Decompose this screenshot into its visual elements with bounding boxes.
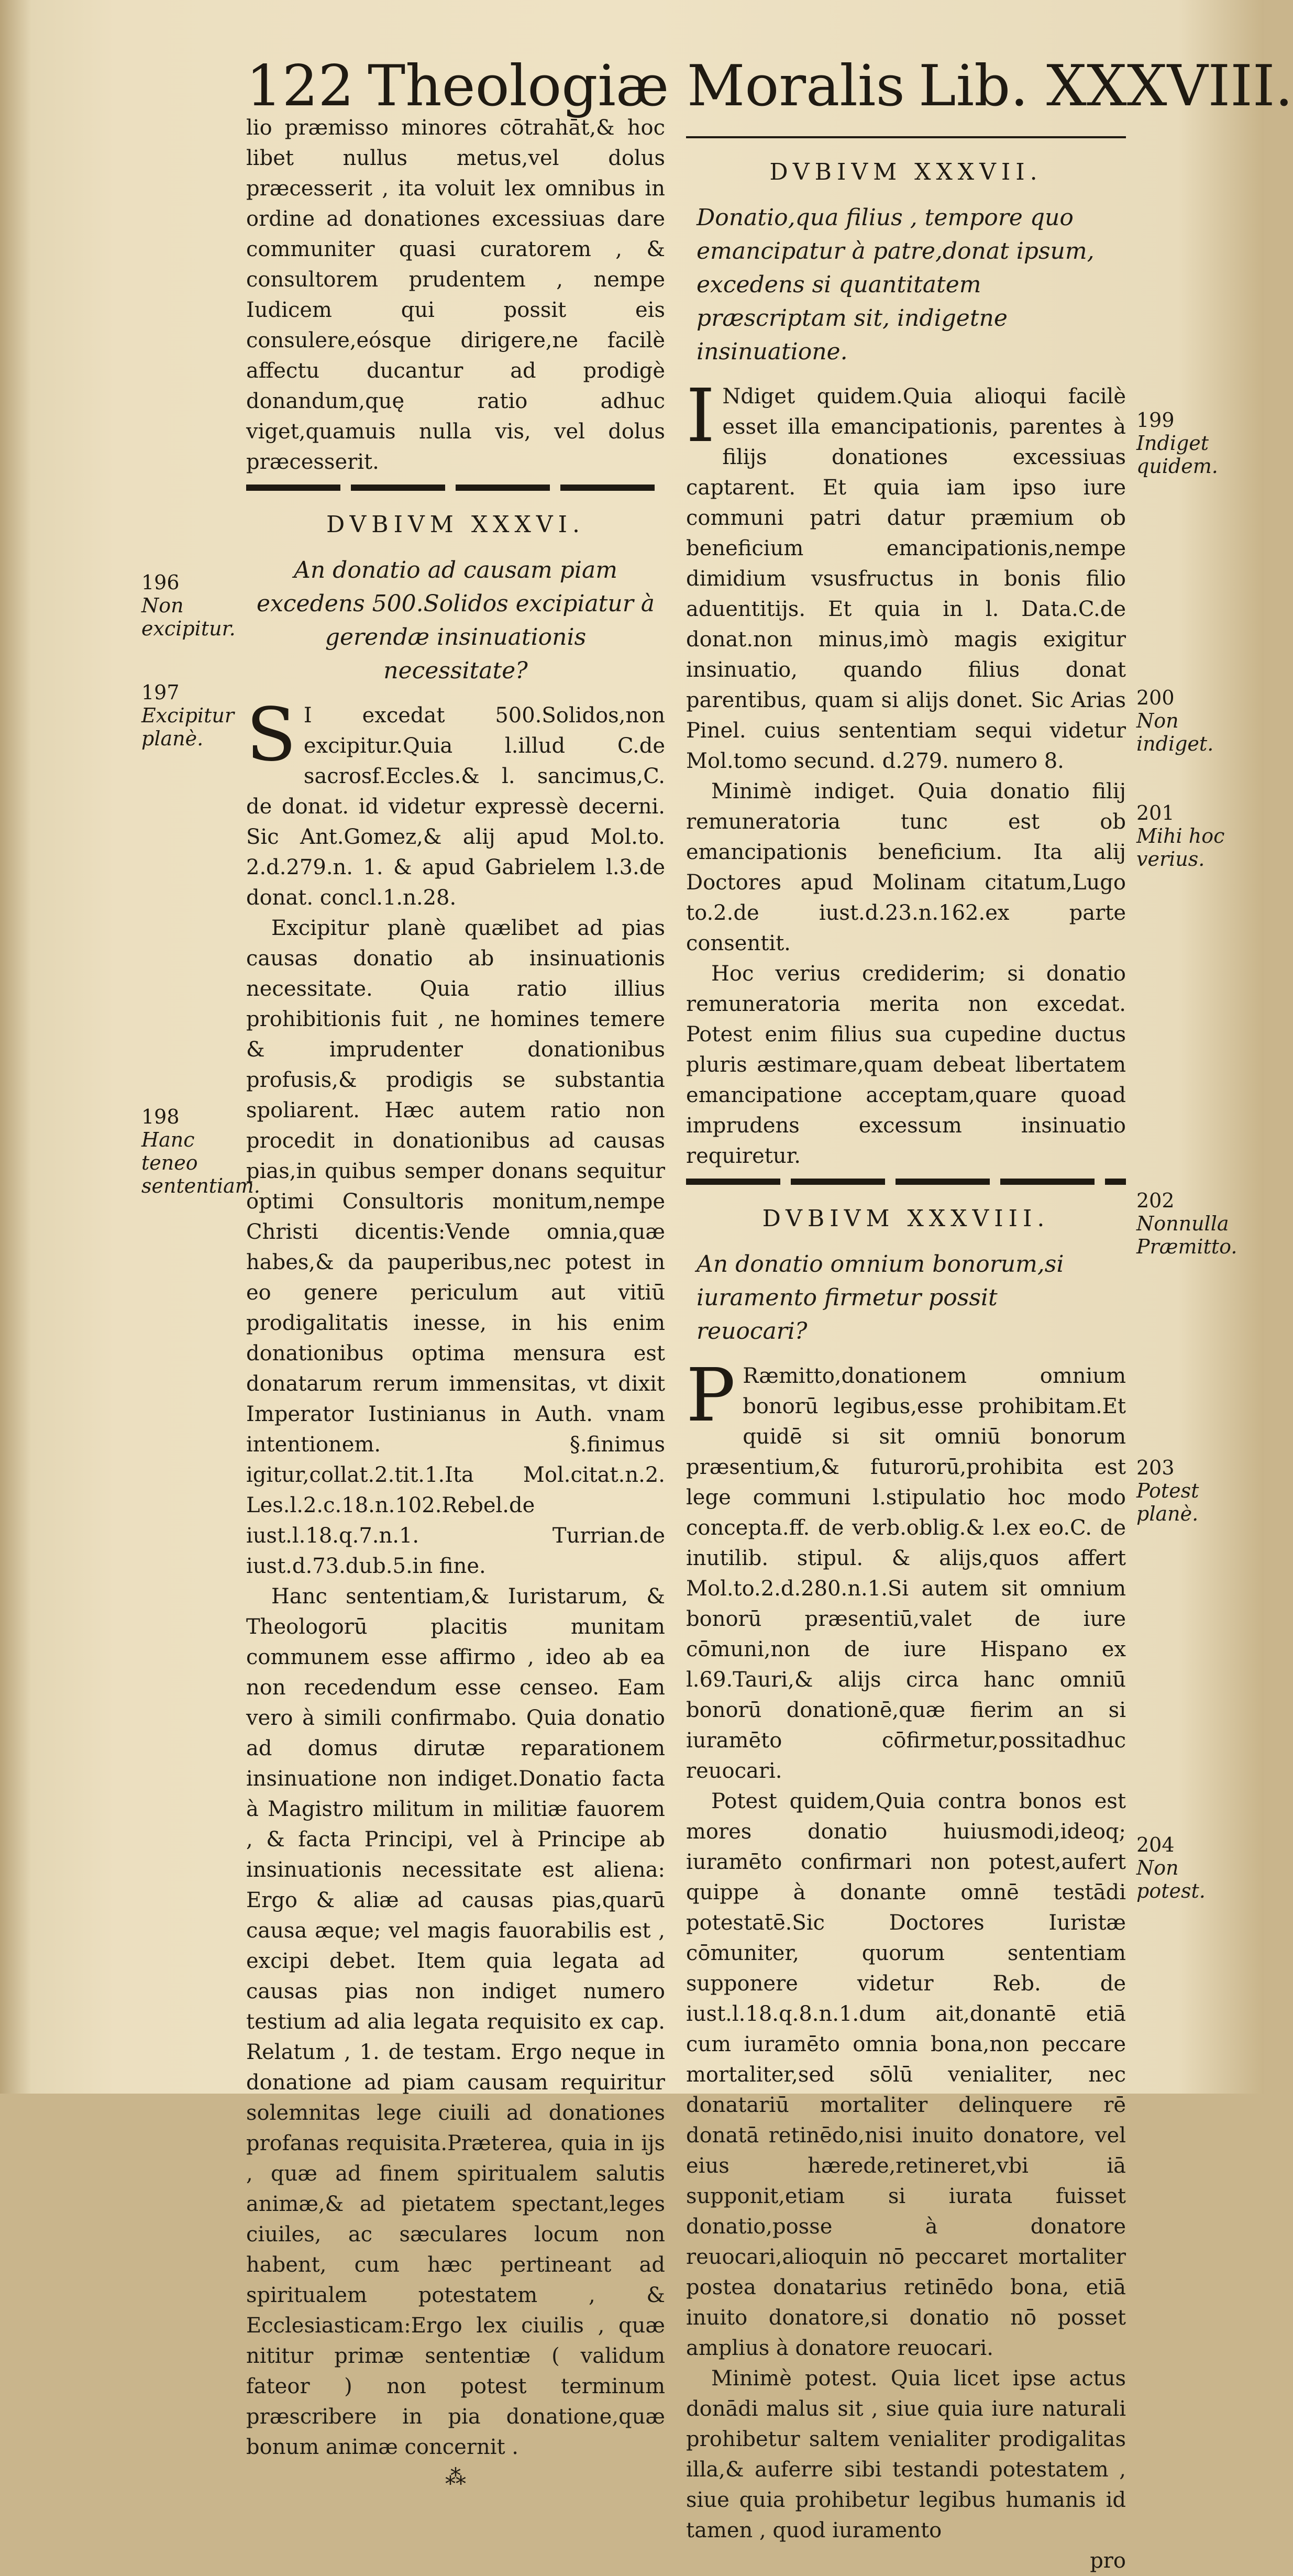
margin-note-number: 198 xyxy=(141,1105,180,1128)
margin-note xyxy=(141,681,246,750)
section-rule xyxy=(686,1179,1126,1185)
body-paragraph: Potest quidem,Quia contra bonos est mores donatio huiusmodi,ideoq; iuramēto confirmari non potest,aufert quippe à donante omnē testādi potestatē.Sic Doctores Iuristæ cōmuniter, quorum sententiam supponere videtur Reb. de iust.l.18.q.8.n.1.dum ait,donantē etiā cum iuramēto omnia bona,non peccare mortaliter,sed sōlū venialiter, nec donatariū mortaliter delinquere rē donatā retinēdo,nisi inuito donatore, vel eius hærede,retineret,vbi iā supponit,etiam si iurata fuisset donatio,posse à donatore reuocari,alioquin nō peccaret mortaliter postea donatarius retinēdo bona, etiā inuito donatore,si donatio nō posset amplius à donatore reuocari. xyxy=(686,1789,1126,2360)
continuation-paragraph: lio præmisso minores cōtrahāt,& hoc libet nullus metus,vel dolus præcesserit , ita voluit lex omnibus in ordine ad donationes excessiuas dare communiter quasi curatorem , & consultorem prudentem , nempe Iudicem qui possit eis consulere,eósque dirigere,ne facilè affectu ducantur ad prodigè donandum,quę ratio adhuc viget,quamuis nulla vis, vel dolus præcesserit. xyxy=(246,116,665,474)
running-title: Theologiæ Moralis xyxy=(368,53,905,119)
body-paragraph xyxy=(246,692,665,913)
margin-note-number: 202 xyxy=(1136,1189,1175,1212)
body-paragraph: Hanc sententiam,& Iuristarum, & Theologorū placitis munitam communem esse affirmo , ideo ab ea non recedendum esse censeo. Eam vero à simili confirmabo. Quia donatio ad domus dirutæ reparationem insinuatione non indiget.Donatio facta à Magistro militum in militiæ fauorem , & facta Principi, vel à Principe ab insinuationis necessitate est aliena: Ergo & aliæ ad causas pias,quarū causa æque; vel magis fauorabilis est , excipi debet. Item quia legata ad causas pias non indiget numero testium ad alia legata requisito ex cap. Relatum , 1. de testam. Ergo neque in donatione ad piam causam requiritur solemnitas lege ciuili ad donationes profanas requisita.Præterea, quia in ijs , quæ ad finem spiritualem salutis animæ,& ad pietatem spectant,leges ciuiles, ac sæculares locum non habent, cum hæc pertineant ad spiritualem potestatem , & Ecclesiasticam:Ergo lex ciuilis , quæ nititur primæ sententiæ ( validum fateor ) non potest terminum præscribere in pia donatione,quæ bonum animæ concernit . xyxy=(246,1584,665,2459)
margin-note-number: 199 xyxy=(1136,409,1175,432)
dubium-question: An donatio omnium bonorum,si iuramento firmetur possit reuocari? xyxy=(697,1251,1064,1345)
section-rule xyxy=(686,136,1126,138)
dubium-heading: DVBIVM XXXVI. xyxy=(326,511,585,538)
margin-note xyxy=(1136,801,1252,871)
section-rule xyxy=(246,485,665,491)
margin-note-text: Non potest. xyxy=(1136,1856,1206,1902)
fleuron-ornament: ⁂ xyxy=(445,2465,466,2490)
running-head xyxy=(246,52,1293,120)
margin-note xyxy=(1136,409,1252,478)
paragraph-text: Ndiget quidem.Quia alioqui facilè esset illa emancipationis, parentes à filijs donationes excessiuas captarent. Et quia iam ipso iure communi patri datur præmium ob beneficium emancipationis,nempe dimidium vsusfructus in bonis filio aduentitijs. Et quia in l. Data.C.de donat.non minus,imò magis exigitur insinuatio, quando filius donat parentibus, quam si alijs donet. Sic Arias Pinel. cuius sententiam sequi videtur Mol.tomo secund. d.279. numero 8. xyxy=(686,384,1126,773)
drop-capital: P xyxy=(686,1353,736,1438)
body-paragraph: Minimè potest. Quia licet ipse actus donādi malus sit , siue quia iure naturali prohibetur saltem venialiter prodigalitas illa,& auferre sibi testandi potestatem , siue quia prohibetur legibus humanis id tamen , quod iuramento xyxy=(686,2366,1126,2542)
catchword: pro xyxy=(1090,2549,1126,2573)
right-column xyxy=(686,136,1126,2576)
margin-note-number: 201 xyxy=(1136,801,1175,824)
left-column xyxy=(246,113,665,2493)
margin-note-number: 203 xyxy=(1136,1456,1175,1479)
body-paragraph: Hoc verius crediderim; si donatio remuneratoria merita non excedat. Potest enim filius sua cupedine ductus pluris æstimare,quam debeat libertatem emancipatione acceptam,quare quoad imprudens excessum insinuatio requiretur. xyxy=(686,962,1126,1168)
margin-note-number: 197 xyxy=(141,681,180,704)
margin-note-text: Nonnulla Præmitto. xyxy=(1136,1212,1237,1258)
body-paragraph xyxy=(686,1353,1126,1786)
dubium-heading: DVBIVM XXXVII. xyxy=(769,159,1043,185)
dubium-question: Donatio,qua filius , tempore quo emancipatur à patre,donat ipsum, excedens si quantitatem præscriptam sit, indigetne insinuatione. xyxy=(697,204,1095,365)
margin-note-text: Indiget quidem. xyxy=(1136,432,1218,478)
paragraph-text: Ræmitto,donationem omnium bonorū legibus,esse prohibitam.Et quidē si sit omniū bonorum præsentium,& futurorū,prohibita est lege communi l.stipulatio hoc modo concepta.ff. de verb.oblig.& l.ex eo.C. de inutilib. stipul. & alijs,quos affert Mol.to.2.d.280.n.1.Si autem sit omnium bonorū præsentiū,valet de iure cōmuni,non de iure Hispano ex l.69.Tauri,& alijs circa hanc omniū bonorū donationē,quæ fierim an si iuramēto cōfirmetur,possitadhuc reuocari. xyxy=(686,1364,1126,1783)
body-paragraph: Minimè indiget. Quia donatio filij remuneratoria tunc est ob emancipationis beneficium. Ita alij Doctores apud Molinam citatum,Lugo to.2.de iust.d.23.n.162.ex parte consentit. xyxy=(686,779,1126,955)
margin-note-text: Hanc teneo sententiam. xyxy=(141,1128,260,1197)
margin-note-number: 200 xyxy=(1136,686,1175,709)
margin-note xyxy=(1136,1833,1252,1902)
page-number: 122 xyxy=(246,53,355,119)
drop-capital: S xyxy=(246,692,296,778)
margin-note xyxy=(141,1105,260,1197)
margin-note-text: Non indiget. xyxy=(1136,709,1214,755)
dubium-question: An donatio ad causam piam excedens 500.Solidos excipiatur à gerendæ insinuationis necessitate? xyxy=(257,557,655,684)
margin-note-text: Mihi hoc verius. xyxy=(1136,824,1225,871)
drop-capital: I xyxy=(686,373,715,459)
body-paragraph: Excipitur planè quælibet ad pias causas donatio ab insinuationis necessitate. Quia ratio illius prohibitionis fuit , ne homines temere & imprudenter donationibus profusis,& prodigis se substantia spoliarent. Hæc autem ratio non procedit in donationibus ad causas pias,in quibus semper donans sequitur optimi Consultoris monitum,nempe Christi dicentis:Vende omnia,quæ habes,& da pauperibus,nec potest in eo genere periculum aut vitiū prodigalitatis inesse, in his enim donationibus optima mensura est donatarum rerum immensitas, vt dixit Imperator Iustinianus in Auth. vnam intentionem. §.finimus igitur,collat.2.tit.1.Ita Mol.citat.n.2. Les.l.2.c.18.n.102.Rebel.de iust.l.18.q.7.n.1. Turrian.de iust.d.73.dub.5.in fine. xyxy=(246,916,665,1578)
margin-note-text: Non excipitur. xyxy=(141,594,236,640)
margin-note xyxy=(1136,1189,1252,1258)
book-number: Lib. XXXVIII. xyxy=(918,53,1293,119)
margin-note-text: Potest planè. xyxy=(1136,1479,1199,1525)
margin-note xyxy=(1136,1456,1252,1525)
margin-note xyxy=(141,571,246,640)
margin-note-text: Excipitur planè. xyxy=(141,704,234,750)
paragraph-text: I excedat 500.Solidos,non excipitur.Quia l.illud C.de sacrosf.Eccles.& l. sancimus,C. de donat. id videtur expressè decerni. Sic Ant.Gomez,& alij apud Mol.to. 2.d.279.n. 1. & apud Gabrielem l.3.de donat. concl.1.n.28. xyxy=(246,703,665,910)
margin-note-number: 196 xyxy=(141,571,180,594)
body-paragraph xyxy=(686,373,1126,776)
margin-note-number: 204 xyxy=(1136,1833,1175,1856)
dubium-heading: DVBIVM XXXVIII. xyxy=(762,1205,1050,1232)
margin-note xyxy=(1136,686,1252,755)
